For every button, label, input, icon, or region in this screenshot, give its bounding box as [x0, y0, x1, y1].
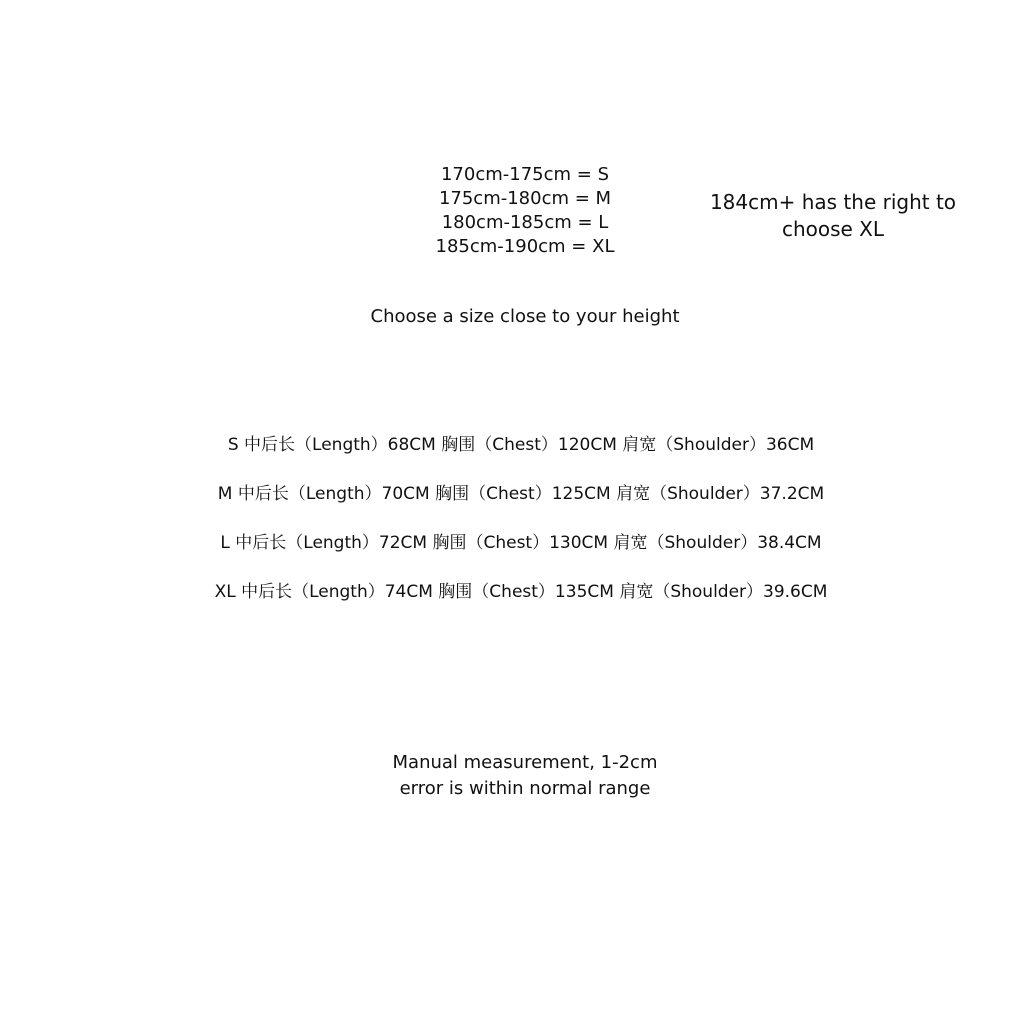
height-size-ranges: [436, 163, 615, 259]
xl-note-line-2: choose XL: [781, 217, 885, 241]
footnote-line-1: Manual measurement, 1-2cm: [392, 752, 658, 773]
measurement-list: [215, 433, 828, 629]
size-range-s: 170cm-175cm = S: [440, 164, 610, 185]
height-hint: Choose a size close to your height: [370, 306, 680, 327]
measurement-row-l: L 中后长（Length）72CM 胸围（Chest）130CM 肩宽（Shoulder）38.4CM: [220, 533, 822, 553]
footnote-line-2: error is within normal range: [399, 778, 651, 799]
measurement-row-s: S 中后长（Length）68CM 胸围（Chest）120CM 肩宽（Shoulder）36CM: [227, 435, 815, 455]
measurement-row-m: M 中后长（Length）70CM 胸围（Chest）125CM 肩宽（Shoulder）37.2CM: [217, 484, 825, 504]
xl-eligibility-note: [710, 189, 956, 243]
xl-note-line-1: 184cm+ has the right to: [709, 190, 957, 214]
measurement-footnote: [393, 750, 658, 802]
size-range-l: 180cm-185cm = L: [441, 212, 609, 233]
measurement-row-xl: XL 中后长（Length）74CM 胸围（Chest）135CM 肩宽（Shoulder）39.6CM: [214, 582, 828, 602]
size-range-xl: 185cm-190cm = XL: [435, 236, 615, 257]
size-range-m: 175cm-180cm = M: [438, 188, 612, 209]
